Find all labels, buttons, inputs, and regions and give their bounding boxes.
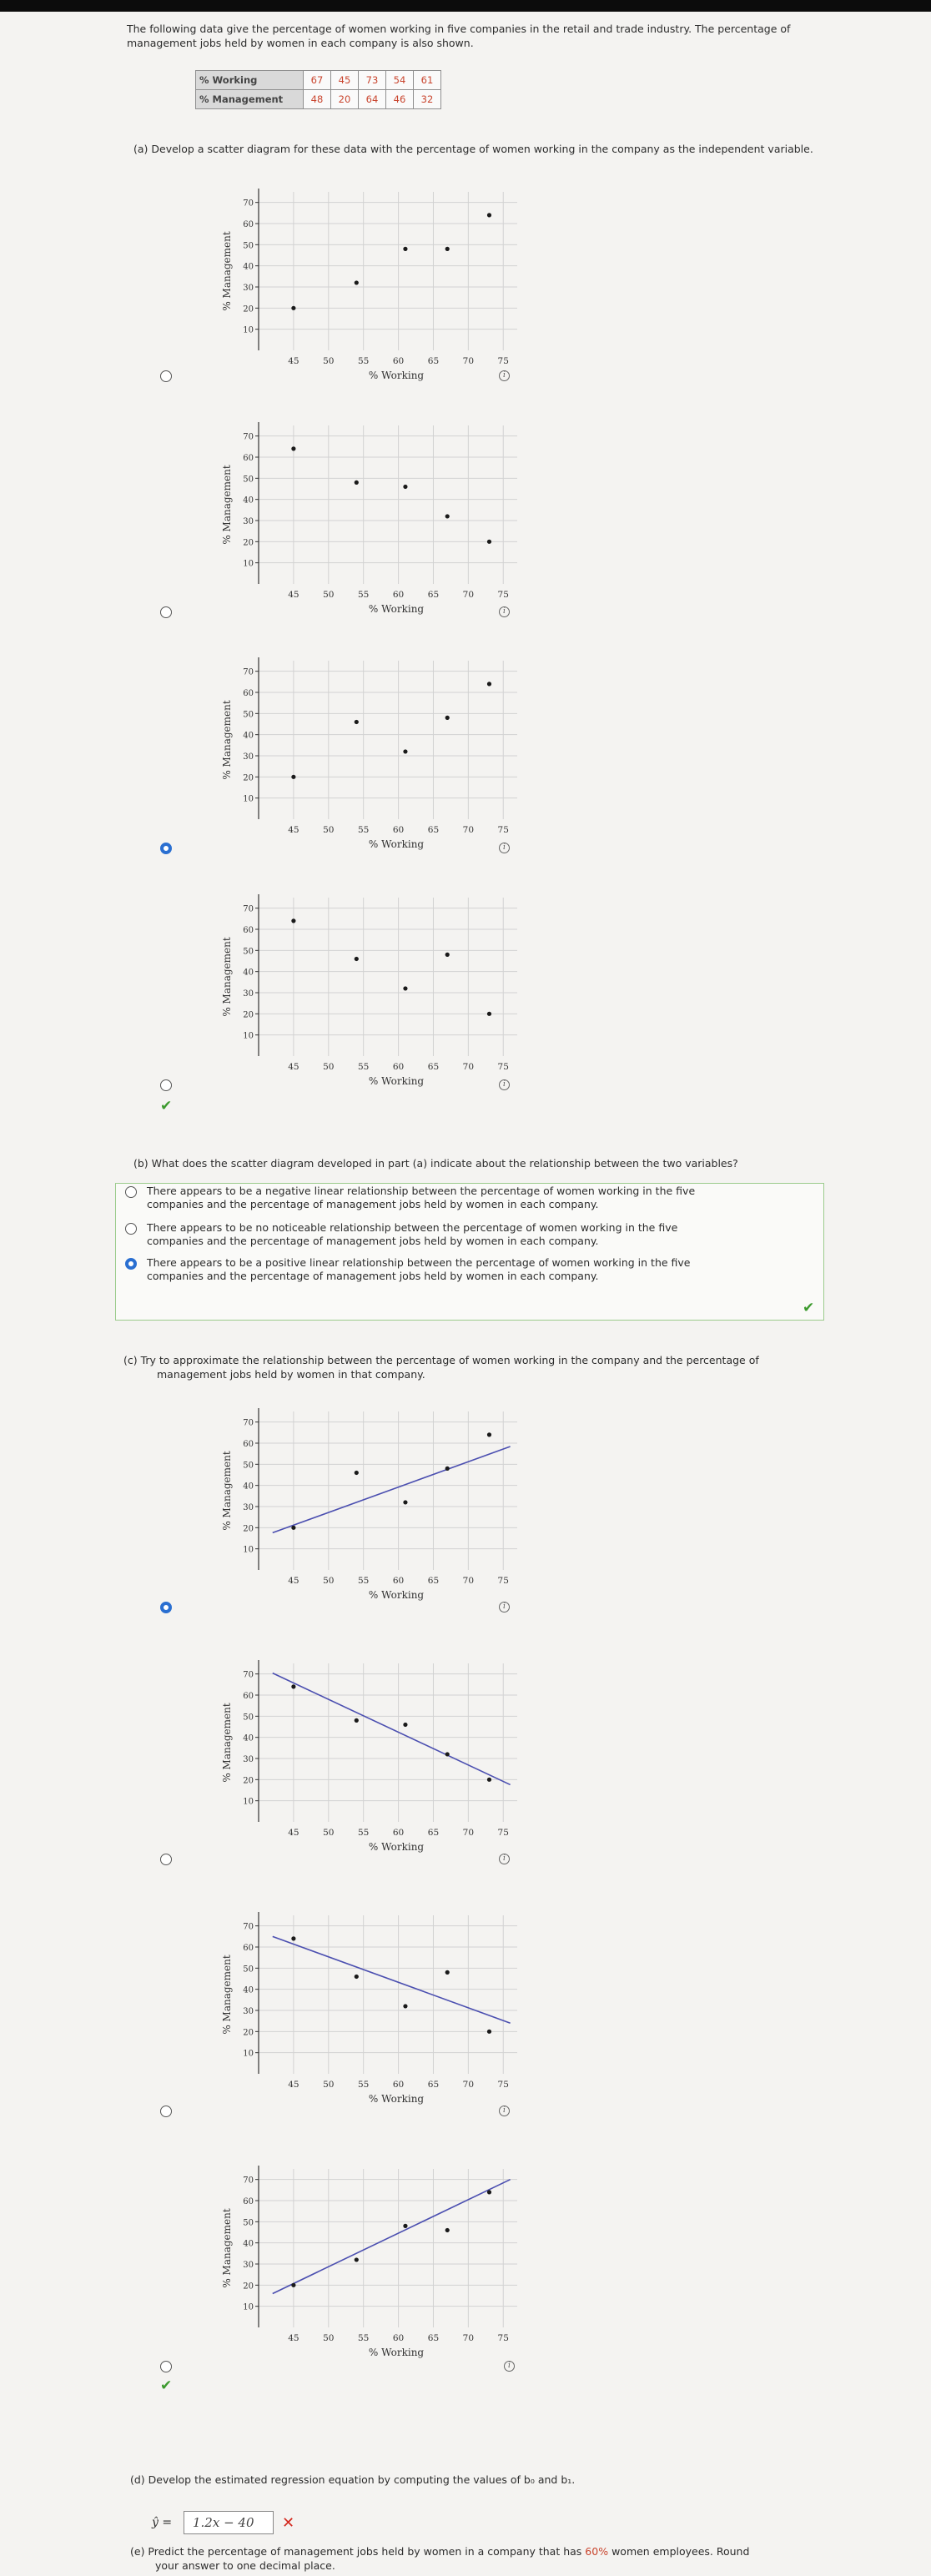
fit-line	[273, 1446, 511, 1532]
part-e-text: (e) Predict the percentage of management jobs held by women in a company that has	[130, 2545, 586, 2558]
x-axis-label: % Working	[368, 1075, 425, 1087]
y-tick-label: 40	[243, 1733, 254, 1743]
info-icon[interactable]: i	[499, 1602, 510, 1613]
y-tick-label: 10	[243, 1031, 254, 1041]
x-axis-label: % Working	[368, 370, 425, 381]
option-text: companies and the percentage of management jobs held by women in each company.	[147, 1235, 599, 1247]
x-tick-label: 45	[288, 1576, 299, 1586]
x-tick-label: 75	[497, 1062, 509, 1072]
x-axis-label: % Working	[368, 1841, 425, 1853]
data-point	[403, 1500, 407, 1504]
y-axis-label: % Management	[221, 1451, 233, 1531]
highlight-value: 60%	[585, 2545, 609, 2558]
table-row	[196, 90, 441, 109]
data-point	[487, 1012, 491, 1016]
y-axis-label: % Management	[221, 1703, 233, 1783]
y-tick-label: 70	[243, 2176, 254, 2186]
x-axis-label: % Working	[368, 1589, 425, 1601]
x-tick-label: 55	[357, 2333, 370, 2343]
x-tick-label: 75	[497, 2333, 509, 2343]
y-tick-label: 60	[243, 1944, 254, 1953]
data-point	[445, 247, 450, 251]
data-point	[291, 2283, 295, 2287]
x-tick-label: 50	[323, 2333, 335, 2343]
part-e-text: women employees. Round	[608, 2545, 750, 2558]
data-point	[355, 1471, 359, 1475]
x-axis-label: % Working	[368, 2347, 425, 2358]
info-icon[interactable]: i	[504, 2361, 515, 2372]
radio-a4[interactable]	[160, 1079, 172, 1091]
y-tick-label: 20	[243, 1776, 254, 1786]
data-point	[403, 247, 407, 251]
part-e-line	[130, 2544, 864, 2558]
part-e-prompt	[130, 2544, 864, 2573]
x-tick-label: 70	[462, 1828, 475, 1838]
top-bar	[0, 0, 931, 12]
data-point	[355, 1975, 359, 1979]
x-tick-label: 60	[392, 590, 405, 600]
data-point	[487, 2030, 491, 2034]
x-tick-label: 65	[427, 1062, 440, 1072]
radio-c4[interactable]	[160, 2361, 172, 2372]
data-point	[355, 280, 359, 284]
table-cell: 61	[414, 71, 441, 90]
x-tick-label: 50	[323, 590, 335, 600]
y-tick-label: 30	[243, 2007, 254, 2016]
x-tick-label: 65	[427, 1576, 440, 1586]
x-tick-label: 70	[462, 2080, 475, 2090]
y-tick-label: 60	[243, 2197, 254, 2206]
x-tick-label: 60	[392, 356, 405, 366]
part-e-line: your answer to one decimal place.	[155, 2559, 335, 2572]
y-tick-label: 50	[243, 241, 254, 251]
x-tick-label: 50	[323, 1828, 335, 1838]
y-tick-label: 60	[243, 689, 254, 698]
y-tick-label: 70	[243, 1418, 254, 1428]
row-label-management: % Management	[196, 90, 304, 109]
y-tick-label: 70	[243, 904, 254, 914]
x-tick-label: 75	[497, 1576, 509, 1586]
scatter-option-a3	[140, 644, 524, 861]
y-tick-label: 50	[243, 1713, 254, 1723]
y-axis-label: % Management	[221, 465, 233, 545]
x-tick-label: 45	[288, 1828, 299, 1838]
y-tick-label: 40	[243, 1482, 254, 1492]
x-tick-label: 50	[323, 356, 335, 366]
radio-b1[interactable]	[125, 1186, 137, 1198]
x-tick-label: 65	[427, 2333, 440, 2343]
table-cell: 64	[359, 90, 386, 109]
y-tick-label: 50	[243, 475, 254, 485]
x-tick-label: 45	[288, 356, 299, 366]
incorrect-icon: ✕	[282, 2514, 295, 2532]
radio-b3[interactable]	[125, 1258, 137, 1270]
check-icon: ✔	[160, 2377, 173, 2394]
x-tick-label: 50	[323, 1062, 335, 1072]
data-point	[403, 986, 407, 990]
y-tick-label: 70	[243, 667, 254, 677]
x-tick-label: 60	[392, 1062, 405, 1072]
data-point	[403, 749, 407, 753]
table-cell: 48	[304, 90, 331, 109]
part-d-prompt: (d) Develop the estimated regression equation by computing the values of b₀ and b₁.	[130, 2473, 576, 2486]
data-point	[445, 1467, 450, 1471]
x-tick-label: 45	[288, 590, 299, 600]
line-fit-option-c3	[140, 1899, 524, 2116]
regression-answer-input[interactable]: 1.2x − 40	[184, 2511, 274, 2534]
y-tick-label: 40	[243, 496, 254, 506]
y-tick-label: 60	[243, 926, 254, 935]
y-tick-label: 10	[243, 2049, 254, 2059]
check-icon: ✔	[160, 1098, 173, 1114]
y-tick-label: 40	[243, 2239, 254, 2249]
y-tick-label: 10	[243, 2302, 254, 2312]
part-a-prompt: (a) Develop a scatter diagram for these data with the percentage of women working in the company as the independent variable.	[133, 143, 813, 155]
y-tick-label: 20	[243, 773, 254, 783]
y-tick-label: 30	[243, 1755, 254, 1764]
part-c-line: (c) Try to approximate the relationship between the percentage of women working in the company and the percentage of	[123, 1354, 759, 1366]
data-point	[487, 540, 491, 544]
y-tick-label: 40	[243, 731, 254, 741]
data-point	[487, 2190, 491, 2194]
y-tick-label: 20	[243, 2028, 254, 2038]
scatter-option-a2	[140, 409, 524, 626]
x-tick-label: 55	[357, 1062, 370, 1072]
x-tick-label: 75	[497, 356, 509, 366]
check-icon: ✔	[803, 1300, 815, 1316]
yhat-label: ŷ =	[152, 2516, 173, 2529]
data-point	[291, 446, 295, 450]
fit-line	[273, 1673, 511, 1785]
x-tick-label: 60	[392, 825, 405, 835]
x-tick-label: 55	[357, 2080, 370, 2090]
y-tick-label: 50	[243, 1461, 254, 1471]
y-tick-label: 30	[243, 2261, 254, 2270]
x-tick-label: 45	[288, 2080, 299, 2090]
line-fit-option-c1	[140, 1395, 524, 1612]
y-axis-label: % Management	[221, 937, 233, 1017]
fit-line	[273, 2180, 511, 2294]
x-tick-label: 70	[462, 356, 475, 366]
info-icon[interactable]: i	[499, 1854, 510, 1864]
x-axis-label: % Working	[368, 838, 425, 850]
x-tick-label: 55	[357, 1576, 370, 1586]
y-tick-label: 20	[243, 538, 254, 548]
y-tick-label: 20	[243, 304, 254, 314]
radio-b2[interactable]	[125, 1223, 137, 1235]
line-fit-option-c4	[140, 2152, 524, 2369]
data-point	[445, 2228, 450, 2232]
option-b2	[147, 1221, 798, 1248]
y-tick-label: 30	[243, 1503, 254, 1512]
x-tick-label: 70	[462, 1576, 475, 1586]
data-table	[195, 70, 441, 109]
info-icon[interactable]: i	[499, 843, 510, 853]
x-tick-label: 70	[462, 825, 475, 835]
y-axis-label: % Management	[221, 2208, 233, 2288]
chart-svg	[140, 1647, 524, 1864]
y-axis-label: % Management	[221, 1955, 233, 2035]
chart-svg	[140, 175, 524, 392]
radio-c1[interactable]	[160, 1602, 172, 1613]
x-axis-label: % Working	[368, 2093, 425, 2105]
x-tick-label: 60	[392, 2080, 405, 2090]
x-tick-label: 65	[427, 1828, 440, 1838]
y-tick-label: 70	[243, 199, 254, 209]
table-cell: 45	[331, 71, 359, 90]
radio-a1[interactable]	[160, 370, 172, 382]
table-cell: 73	[359, 71, 386, 90]
data-point	[355, 957, 359, 961]
y-tick-label: 10	[243, 559, 254, 569]
x-tick-label: 75	[497, 1828, 509, 1838]
row-label-working: % Working	[196, 71, 304, 90]
data-point	[291, 306, 295, 310]
y-tick-label: 10	[243, 325, 254, 335]
data-point	[487, 682, 491, 686]
x-axis-label: % Working	[368, 603, 425, 615]
radio-c2[interactable]	[160, 1854, 172, 1865]
y-tick-label: 20	[243, 1524, 254, 1534]
table-cell: 67	[304, 71, 331, 90]
x-tick-label: 55	[357, 356, 370, 366]
chart-svg	[140, 1899, 524, 2116]
chart-svg	[140, 881, 524, 1098]
x-tick-label: 45	[288, 2333, 299, 2343]
data-point	[445, 953, 450, 957]
y-tick-label: 40	[243, 1985, 254, 1995]
y-tick-label: 60	[243, 1692, 254, 1701]
x-tick-label: 75	[497, 825, 509, 835]
x-tick-label: 75	[497, 2080, 509, 2090]
chart-svg	[140, 2152, 524, 2369]
intro-text: The following data give the percentage of women working in five companies in the retail and trade industry. The percentage of management jobs held by women in each company is also shown.	[127, 23, 791, 49]
option-text: companies and the percentage of management jobs held by women in each company.	[147, 1198, 599, 1210]
option-text: There appears to be a negative linear relationship between the percentage of women working in the five	[147, 1185, 696, 1197]
x-tick-label: 65	[427, 825, 440, 835]
data-point	[291, 1684, 295, 1688]
y-tick-label: 60	[243, 454, 254, 463]
data-point	[355, 1718, 359, 1723]
data-point	[403, 2004, 407, 2008]
data-point	[487, 1778, 491, 1782]
y-tick-label: 70	[243, 432, 254, 442]
chart-svg	[140, 1395, 524, 1612]
y-tick-label: 50	[243, 947, 254, 957]
y-tick-label: 30	[243, 284, 254, 293]
data-point	[403, 2224, 407, 2228]
option-text: There appears to be no noticeable relationship between the percentage of women working in the five	[147, 1221, 678, 1234]
y-tick-label: 30	[243, 989, 254, 999]
x-tick-label: 65	[427, 356, 440, 366]
x-tick-label: 55	[357, 825, 370, 835]
y-tick-label: 40	[243, 262, 254, 272]
y-tick-label: 70	[243, 1922, 254, 1932]
option-b3	[147, 1256, 798, 1283]
scatter-option-a1	[140, 175, 524, 392]
info-icon[interactable]: i	[499, 606, 510, 617]
option-text: There appears to be a positive linear relationship between the percentage of women working in the five	[147, 1256, 691, 1269]
y-tick-label: 30	[243, 752, 254, 762]
x-tick-label: 70	[462, 590, 475, 600]
line-fit-option-c2	[140, 1647, 524, 1864]
data-point	[403, 1723, 407, 1727]
part-c-prompt	[123, 1353, 858, 1381]
data-point	[355, 720, 359, 724]
part-b-prompt: (b) What does the scatter diagram developed in part (a) indicate about the relationship between the two variables?	[133, 1157, 738, 1170]
y-tick-label: 50	[243, 710, 254, 720]
info-icon[interactable]: i	[499, 370, 510, 381]
table-row	[196, 71, 441, 90]
data-point	[291, 1936, 295, 1940]
x-tick-label: 65	[427, 2080, 440, 2090]
x-tick-label: 60	[392, 2333, 405, 2343]
data-point	[445, 716, 450, 720]
y-tick-label: 60	[243, 220, 254, 229]
data-point	[487, 1432, 491, 1436]
chart-svg	[140, 644, 524, 861]
x-tick-label: 75	[497, 590, 509, 600]
table-cell: 20	[331, 90, 359, 109]
y-tick-label: 10	[243, 794, 254, 804]
x-tick-label: 70	[462, 2333, 475, 2343]
y-tick-label: 60	[243, 1440, 254, 1449]
y-tick-label: 50	[243, 1965, 254, 1975]
y-tick-label: 30	[243, 517, 254, 526]
table-cell: 32	[414, 90, 441, 109]
x-tick-label: 50	[323, 2080, 335, 2090]
data-point	[445, 1752, 450, 1756]
data-point	[445, 514, 450, 518]
y-axis-label: % Management	[221, 700, 233, 780]
chart-svg	[140, 409, 524, 626]
y-tick-label: 20	[243, 2282, 254, 2292]
x-tick-label: 45	[288, 825, 299, 835]
data-point	[445, 1970, 450, 1975]
y-tick-label: 70	[243, 1670, 254, 1680]
table-cell: 46	[386, 90, 414, 109]
data-point	[355, 2257, 359, 2262]
data-point	[291, 1526, 295, 1530]
x-tick-label: 50	[323, 825, 335, 835]
data-point	[291, 918, 295, 923]
info-icon[interactable]: i	[499, 2106, 510, 2116]
x-tick-label: 45	[288, 1062, 299, 1072]
option-b1	[147, 1185, 798, 1211]
y-tick-label: 20	[243, 1010, 254, 1020]
table-cell: 54	[386, 71, 414, 90]
y-tick-label: 50	[243, 2218, 254, 2228]
x-tick-label: 60	[392, 1828, 405, 1838]
data-point	[291, 775, 295, 779]
x-tick-label: 55	[357, 1828, 370, 1838]
x-tick-label: 70	[462, 1062, 475, 1072]
x-tick-label: 50	[323, 1576, 335, 1586]
option-text: companies and the percentage of management jobs held by women in each company.	[147, 1270, 599, 1282]
y-axis-label: % Management	[221, 231, 233, 311]
x-tick-label: 60	[392, 1576, 405, 1586]
x-tick-label: 65	[427, 590, 440, 600]
x-tick-label: 55	[357, 590, 370, 600]
radio-a3[interactable]	[160, 843, 172, 854]
radio-c3[interactable]	[160, 2106, 172, 2117]
data-point	[355, 480, 359, 485]
info-icon[interactable]: i	[499, 1079, 510, 1090]
y-tick-label: 10	[243, 1545, 254, 1555]
data-point	[403, 485, 407, 489]
y-tick-label: 10	[243, 1797, 254, 1807]
data-point	[487, 213, 491, 217]
y-tick-label: 40	[243, 968, 254, 978]
scatter-option-a4	[140, 881, 524, 1098]
part-c-line: management jobs held by women in that company.	[157, 1368, 425, 1381]
radio-a2[interactable]	[160, 606, 172, 618]
